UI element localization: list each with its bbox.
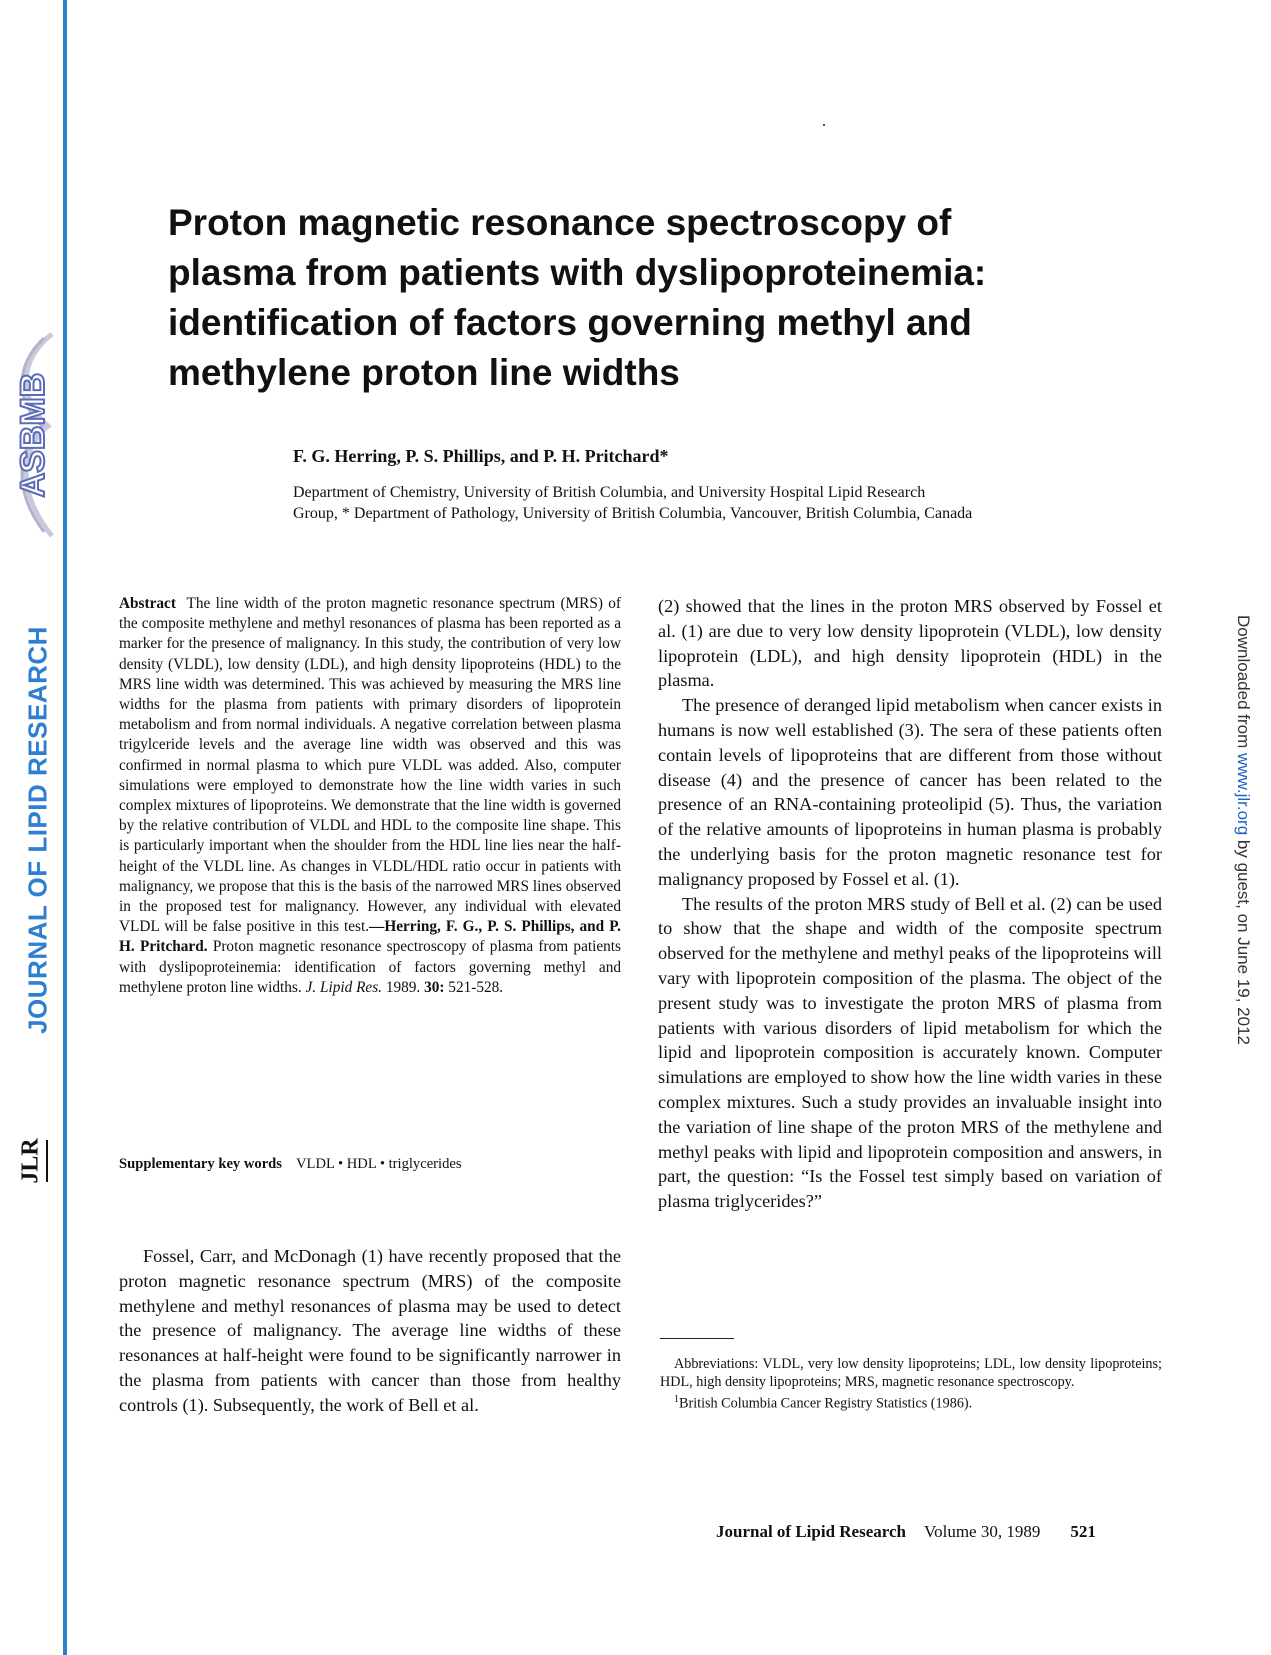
jlr-site-link[interactable]: www.jlr.org — [1234, 752, 1253, 836]
download-notice — [1228, 615, 1258, 1045]
scan-speck — [823, 124, 825, 126]
abstract — [119, 594, 621, 998]
body-column-right — [658, 594, 1162, 1214]
footnote-rule — [660, 1338, 734, 1339]
journal-name-text: JOURNAL OF LIPID RESEARCH — [22, 626, 53, 1034]
download-suffix: by guest, on June 19, 2012 — [1234, 835, 1253, 1045]
body-paragraph: (2) showed that the lines in the proton MRS observed by Fossel et al. (1) are due to very low density lipoprotein (VLDL), low density lipoprotein (LDL), and high density lipoprotein (HDL) in the plasma. — [658, 596, 1162, 691]
affiliation-line-2: Group, * Department of Pathology, University of British Columbia, Vancouver, British Columbia, Canada — [293, 505, 973, 522]
journal-name-vertical — [8, 626, 68, 1034]
author-list: F. G. Herring, P. S. Phillips, and P. H. Pritchard* — [293, 446, 669, 466]
abstract-citation-year: 1989. — [382, 978, 425, 996]
footnote-1-mark: 1 — [674, 1394, 679, 1406]
abstract-citation-volume: 30: — [424, 978, 445, 996]
abstract-citation-journal: J. Lipid Res. — [305, 978, 382, 996]
download-notice-text — [1233, 615, 1253, 1045]
page-number: 521 — [1070, 1522, 1096, 1541]
asbmb-logo-text: ASBMB — [14, 372, 52, 498]
affiliation-line-1: Department of Chemistry, University of British Columbia, and University Hospital Lipid Research — [293, 484, 926, 501]
footnotes — [660, 1356, 1162, 1414]
keywords-label: Supplementary key words — [119, 1156, 282, 1172]
keywords-terms: VLDL • HDL • triglycerides — [295, 1156, 462, 1172]
download-prefix: Downloaded from — [1234, 615, 1253, 753]
abstract-citation-pages: 521-528. — [444, 978, 504, 996]
body-paragraph: The presence of deranged lipid metabolism when cancer exists in humans is now well established (3). The sera of these patients often contain levels of lipoproteins that are different from those without disease (4) and the presence of cancer has been related to the presence of an RNA-containing proteolipid (5). Thus, the variation of the relative amounts of lipoproteins in human plasma is probably the underlying basis for the proton magnetic resonance test for malignancy proposed by Fossel et al. (1). — [658, 695, 1162, 889]
abstract-citation-title: Proton magnetic resonance spectroscopy of plasma from patients with dyslipoproteinemia: identification of factors governing methyl and methylene proton line widths. — [119, 938, 621, 996]
body-paragraph: Fossel, Carr, and McDonagh (1) have recently proposed that the proton magnetic resonance spectrum (MRS) of the composite methylene and methyl resonances of plasma may be used to detect the presence of malignancy. The average line widths of these resonances at half-height were found to be significantly narrower in the plasma from patients with cancer than those from healthy controls (1). Subsequently, the work of Bell et al. — [119, 1246, 621, 1415]
abstract-citation-authors: —Herring, F. G., P. S. Phillips, and P. H. Pritchard. — [119, 918, 621, 956]
abbreviations-footnote: Abbreviations: VLDL, very low density lipoproteins; LDL, low density lipoproteins; HDL, high density lipoproteins; MRS, magnetic resonance spectroscopy. — [660, 1356, 1162, 1390]
footnote-1-text: British Columbia Cancer Registry Statistics (1986). — [679, 1395, 973, 1412]
footer-journal: Journal of Lipid Research — [716, 1522, 907, 1541]
jlr-mark-graphic — [14, 1138, 50, 1184]
footnote-1 — [660, 1391, 1162, 1413]
body-paragraph: The results of the proton MRS study of Bell et al. (2) can be used to show that the shape and width of the composite spectrum observed for the methylene and methyl peaks of the lipoproteins will vary with lipoprotein composition of the plasma. The object of the present study was to investigate the proton MRS of plasma from patients with various disorders of lipid metabolism for which the lipid and lipoprotein composition is accurately known. Computer simulations are employed to show how the line width varies in these complex mixtures. Such a study provides an invaluable insight into the variation of line shape of the proton MRS of the methylene and methyl peaks with lipid and lipoprotein composition and answers, in part, the question: “Is the Fossel test simply based on variation of plasma triglycerides?” — [658, 893, 1162, 1212]
asbmb-logo-graphic — [8, 330, 60, 540]
supplementary-keywords — [119, 1156, 462, 1173]
running-footer — [716, 1522, 1096, 1542]
abstract-label: Abstract — [119, 595, 176, 612]
abstract-text: The line width of the proton magnetic resonance spectrum (MRS) of the composite methylene and methyl resonances of plasma has been reported as a marker for the presence of malignancy. In this study, the contribution of very low density (VLDL), low density (LDL), and high density lipoproteins (HDL) to the MRS line width was determined. This was achieved by measuring the MRS line widths for the plasma from patients with primary disorders of lipoprotein metabolism and from normal individuals. A negative correlation between plasma trigylceride levels and the average line width was observed and this was confirmed in normal plasma to which pure VLDL was added. Also, computer simulations were employed to demonstrate how the line width varies in such complex mixtures of lipoproteins. We demonstrate that the line width is governed by the relative contribution of VLDL and HDL to the composite line shape. This is particularly important when the shoulder from the HDL line lies near the half-height of the VLDL line. As changes in VLDL/HDL ratio occur in patients with malignancy, we propose that this is the basis of the narrowed MRS lines observed in the proposed test for malignancy. However, any individual with elevated VLDL will be false positive in this test. — [119, 595, 622, 936]
affiliations — [293, 482, 1193, 524]
jlr-mark-icon — [14, 1138, 50, 1184]
footer-volume: Volume 30, 1989 — [924, 1522, 1041, 1541]
jlr-mark-text: JLR — [17, 1138, 44, 1184]
asbmb-logo — [8, 330, 60, 540]
body-column-left — [119, 1244, 621, 1418]
article-title: Proton magnetic resonance spectroscopy of plasma from patients with dyslipoproteinemia: identification of factors governing methyl and methylene proton line widths — [168, 202, 987, 393]
